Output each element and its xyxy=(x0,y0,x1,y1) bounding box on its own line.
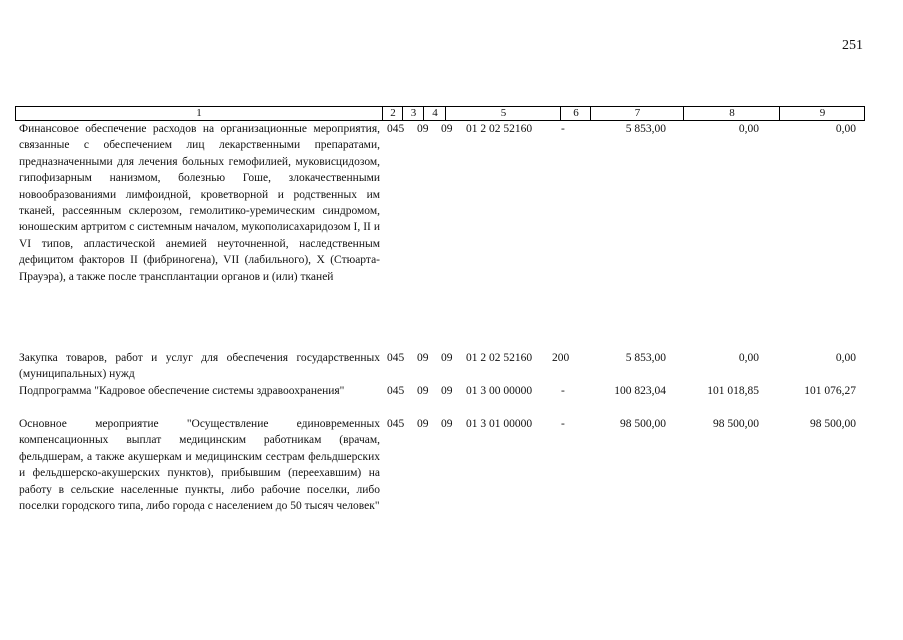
cell-col4: 09 xyxy=(441,385,453,397)
row-description: Основное мероприятие "Осуществление единовременных компенсационных выплат медицинским работникам (врачам, фельдшерам, а также акушеркам и медицинским сестрам фельдшерских и фельдшерско-акушерских пунктов), прибывшим (переехавшим) на работу в сельские населенные пункты, либо рабочие поселки, либо поселки городского типа, либо города с населением до 50 тысяч человек" xyxy=(19,418,380,513)
cell-col8: 98 500,00 xyxy=(713,418,759,430)
header-cell-2: 2 xyxy=(382,107,403,120)
header-cell-4: 4 xyxy=(423,107,446,120)
row-description: Финансовое обеспечение расходов на организационные мероприятия, связанные с обеспечением лиц лекарственными препаратами, предназначенными для лечения больных гемофилией, муковисцидозом, гипофизарным нанизмом, болезнью Гоше, злокачественными новообразованиями лимфоидной, кроветворной и родственных им тканей, рассеянным склерозом, гемолитико-уремическим синдромом, юношеским артритом с системным началом, мукополисахаридозом I, II и VI типов, апластической анемией неуточненной, наследственным дефицитом факторов II (фибриногена), VII (лабильного), X (Стюарта-Прауэра), а также после трансплантации органов и (или) тканей xyxy=(19,123,380,283)
cell-col3: 09 xyxy=(417,352,429,364)
cell-col3: 09 xyxy=(417,385,429,397)
cell-col7: 98 500,00 xyxy=(620,418,666,430)
cell-col4: 09 xyxy=(441,123,453,135)
cell-col8: 101 018,85 xyxy=(707,385,759,397)
cell-col3: 09 xyxy=(417,418,429,430)
cell-col9: 98 500,00 xyxy=(810,418,856,430)
cell-col3: 09 xyxy=(417,123,429,135)
page-number: 251 xyxy=(842,38,863,53)
header-cell-5: 5 xyxy=(445,107,561,120)
cell-col9: 0,00 xyxy=(835,123,856,135)
cell-col5: 01 2 02 52160 xyxy=(466,352,533,364)
cell-col2: 045 xyxy=(387,123,405,135)
header-cell-6: 6 xyxy=(560,107,591,120)
cell-col7: 5 853,00 xyxy=(625,123,666,135)
cell-col6: 200 xyxy=(552,352,570,364)
table-header-row xyxy=(15,106,865,121)
cell-col2: 045 xyxy=(387,352,405,364)
cell-col5: 01 3 01 00000 xyxy=(466,418,533,430)
cell-col8: 0,00 xyxy=(738,123,759,135)
cell-col5: 01 2 02 52160 xyxy=(466,123,533,135)
header-cell-7: 7 xyxy=(590,107,684,120)
cell-col2: 045 xyxy=(387,385,405,397)
cell-col2: 045 xyxy=(387,418,405,430)
header-cell-8: 8 xyxy=(683,107,780,120)
row-description: Подпрограмма "Кадровое обеспечение системы здравоохранения" xyxy=(19,385,345,397)
cell-col5: 01 3 00 00000 xyxy=(466,385,533,397)
cell-col6: - xyxy=(561,385,565,397)
header-cell-1: 1 xyxy=(196,107,202,119)
cell-col8: 0,00 xyxy=(738,352,759,364)
cell-col7: 100 823,04 xyxy=(614,385,666,397)
cell-col7: 5 853,00 xyxy=(625,352,666,364)
header-cell-3: 3 xyxy=(402,107,424,120)
cell-col6: - xyxy=(561,123,565,135)
row-description: Закупка товаров, работ и услуг для обеспечения государственных (муниципальных) нужд xyxy=(19,352,380,381)
header-cell-9: 9 xyxy=(779,107,865,120)
cell-col9: 101 076,27 xyxy=(804,385,856,397)
cell-col4: 09 xyxy=(441,418,453,430)
cell-col9: 0,00 xyxy=(835,352,856,364)
cell-col4: 09 xyxy=(441,352,453,364)
cell-col6: - xyxy=(561,418,565,430)
